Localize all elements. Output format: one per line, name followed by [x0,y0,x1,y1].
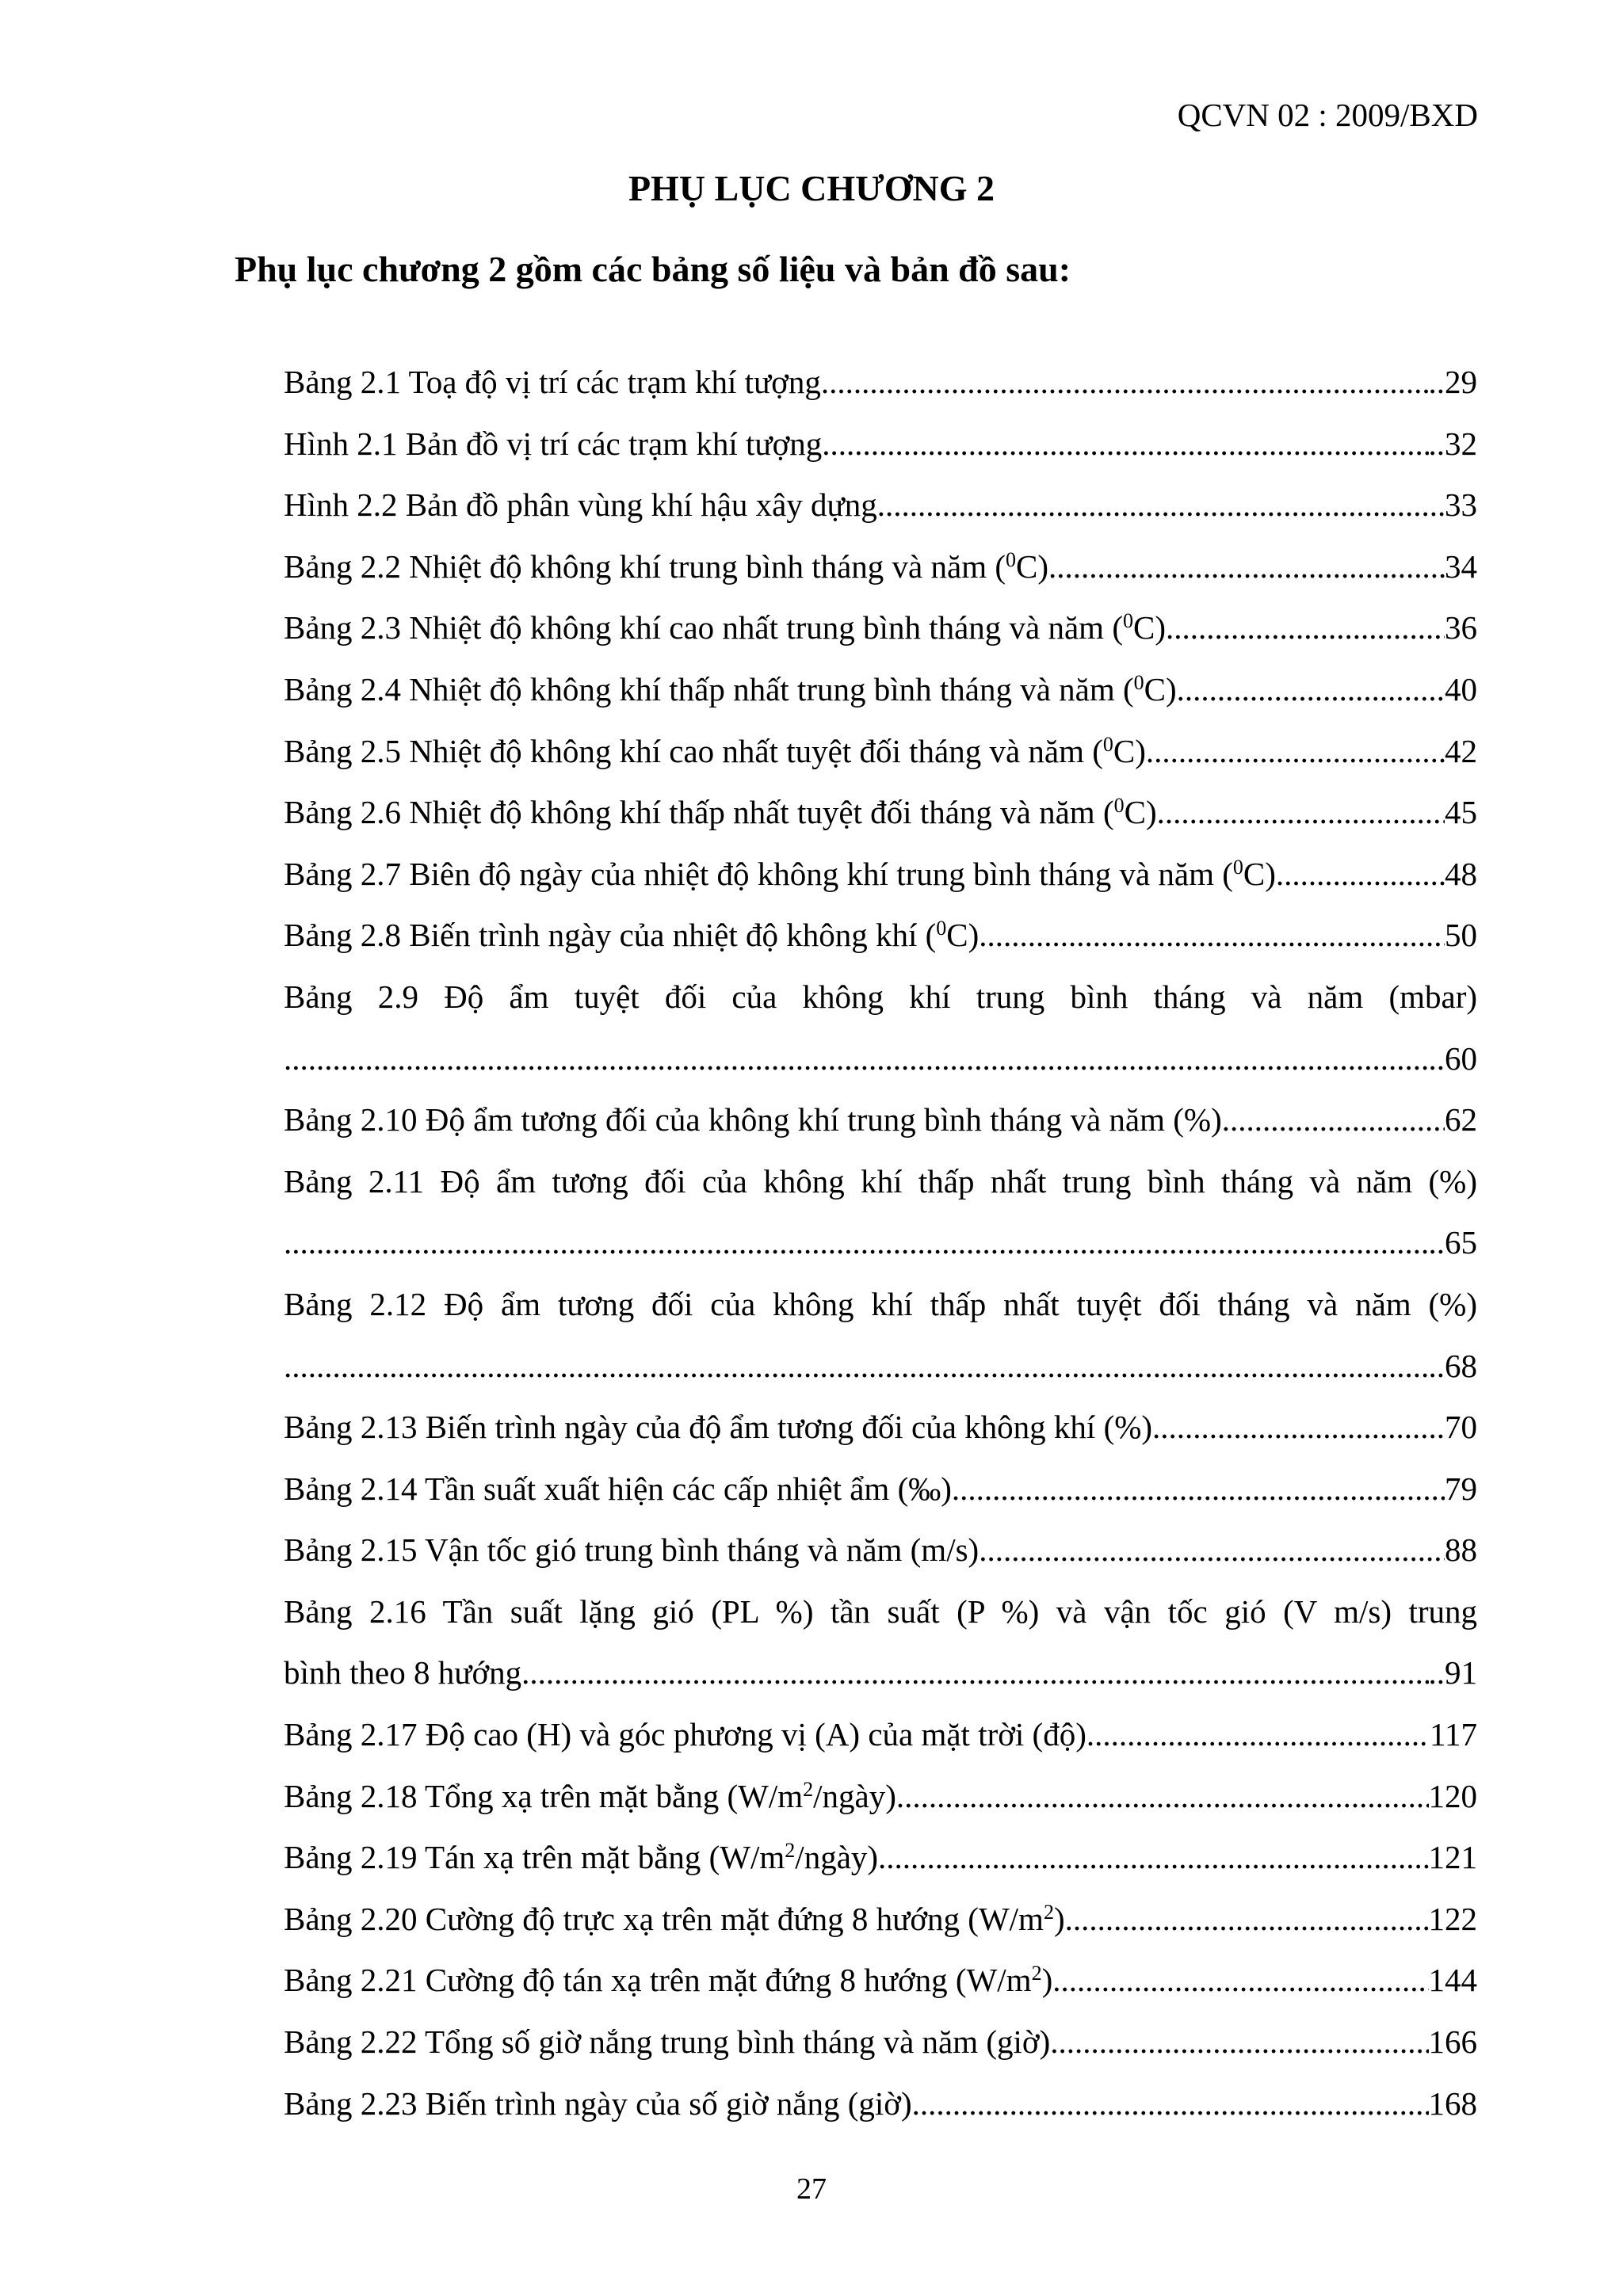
document-code: QCVN 02 : 2009/BXD [1177,97,1478,133]
toc-entry-title: Bảng 2.6 Nhiệt độ không khí thấp nhất tuyệt đối tháng và năm ( [284,794,1114,831]
toc-entry [284,2073,1477,2135]
toc-entry-text [284,1950,1052,2012]
toc-entry [284,1459,1477,1520]
toc-entry-text [284,475,877,536]
toc-page-number: 36 [1445,609,1477,646]
toc-entry-title-suffix: C) [946,917,980,954]
toc-entry [284,721,1477,783]
toc-entry-title: Bảng 2.8 Biến trình ngày của nhiệt độ không khí ( [284,917,937,954]
toc-page-number: ..32 [1428,425,1477,462]
toc-leader-dots [1086,1704,1430,1766]
intro-heading: Phụ lục chương 2 gồm các bảng số liệu và bản đồ sau: [235,249,1071,289]
toc-entry [284,844,1477,906]
toc-entry-line2 [284,1642,1477,1704]
toc-entry-text [284,1520,979,1581]
toc-leader-dots [521,1642,1428,1704]
toc-entry-title: Bảng 2.14 Tần suất xuất hiện các cấp nhiệt ẩm (‰) [284,1470,952,1507]
toc-leader-dots [1152,1397,1445,1459]
toc-entry-title: Bảng 2.17 Độ cao (H) và góc phương vị (A) của mặt trời (độ) [284,1716,1086,1753]
toc-leader-dots [1276,844,1445,906]
toc-entry [284,475,1477,536]
toc-entry-text [284,1459,952,1520]
toc-entry-title: Bảng 2.22 Tổng số giờ nắng trung bình tháng và năm (giờ) [284,2023,1051,2061]
toc-entry [284,1889,1477,1951]
toc-page-number: 144 [1428,1962,1477,1999]
toc-entry-title: Bảng 2.12 Độ ẩm tương đối của không khí thấp nhất tuyệt đối tháng và năm (%) [284,1285,1477,1322]
toc-entry-title: Bảng 2.11 Độ ẩm tương đối của không khí thấp nhất trung bình tháng và năm (%) [284,1162,1477,1199]
toc-entry [284,1397,1477,1459]
toc-entry [284,1704,1477,1766]
toc-entry [284,967,1477,1089]
toc-entry-text [284,1704,1086,1766]
toc-entry-title-suffix: C) [1144,670,1177,707]
toc-entry-title-suffix: ) [1053,1900,1065,1937]
toc-entry-line1 [284,1151,1477,1213]
chapter-title: PHỤ LỤC CHƯƠNG 2 [628,168,995,208]
toc-entry-title: Bảng 2.23 Biến trình ngày của số giờ nắng (giờ) [284,2084,912,2122]
toc-entry [284,1274,1477,1397]
toc-page-number: 33 [1445,486,1477,524]
toc-entry-text [284,1397,1152,1459]
toc-entry [284,414,1477,475]
toc-entry-title: Bảng 2.20 Cường độ trực xạ trên mặt đứng 8 hướng (W/m [284,1900,1044,1937]
toc-entry [284,352,1477,414]
toc-entry [284,1827,1477,1889]
toc-leader-dots [1146,721,1445,783]
toc-entry-line1 [284,1581,1477,1643]
toc-entry-title: Bảng 2.3 Nhiệt độ không khí cao nhất trung bình tháng và năm ( [284,609,1123,646]
toc-entry-text [284,2012,1050,2073]
toc-page-number: 42 [1445,732,1477,769]
toc-entry-title: Bảng 2.15 Vận tốc gió trung bình tháng và năm (m/s) [284,1531,980,1569]
toc-entry-title-suffix: C) [1113,732,1146,769]
toc-page-number: 117 [1430,1716,1477,1753]
toc-leader-dots [1177,659,1445,721]
toc-leader-dots [878,1827,1428,1889]
toc-page-number: 122 [1428,1900,1477,1937]
toc-entry-title-suffix: /ngày) [795,1839,879,1876]
toc-entry [284,1581,1477,1704]
toc-entry-title: Bảng 2.4 Nhiệt độ không khí thấp nhất trung bình tháng và năm ( [284,670,1134,707]
toc-entry-text [284,721,1146,783]
toc-entry-line2 [284,1028,1477,1090]
toc-entry-superscript: 0 [1113,794,1125,818]
toc-page-number: ..60 [1428,1039,1477,1077]
toc-entry-title-suffix: C) [1132,609,1166,646]
toc-entry-text [284,414,822,475]
toc-entry-title: Bảng 2.7 Biên độ ngày của nhiệt độ không khí trung bình tháng và năm ( [284,855,1233,892]
toc-page-number: 70 [1445,1409,1477,1446]
toc-entry-title-suffix: /ngày) [813,1777,896,1814]
toc-entry-title: Bảng 2.13 Biến trình ngày của độ ẩm tương đối của không khí (%) [284,1409,1153,1446]
toc-page-number: 166 [1428,2023,1477,2061]
toc-entry-text [284,1827,878,1889]
toc-entry-title: Hình 2.1 Bản đồ vị trí các trạm khí tượng [284,425,823,462]
toc-leader-dots [1050,2012,1428,2073]
toc-leader-dots [1222,1089,1445,1151]
toc-page-number: 120 [1428,1777,1477,1814]
toc-page-number: 40 [1445,670,1477,707]
toc-entry-title: Bảng 2.2 Nhiệt độ không khí trung bình tháng và năm ( [284,547,1006,585]
toc-leader-dots [1048,536,1445,598]
toc-entry-text [284,1766,896,1828]
toc-entry-superscript: 2 [785,1839,796,1863]
toc-leader-dots [1166,597,1445,659]
toc-leader-dots [912,2073,1429,2135]
toc-entry-superscript: 2 [1031,1962,1042,1985]
toc-entry-line2 [284,1212,1477,1274]
toc-page-number: ..68 [1428,1347,1477,1384]
toc-entry-title: Hình 2.2 Bản đồ phân vùng khí hậu xây dựng [284,486,877,524]
toc-entry-title-continuation: bình theo 8 hướng [284,1654,522,1691]
toc-entry-superscript: 0 [1122,609,1133,633]
toc-page-number: ..65 [1428,1224,1477,1261]
toc-page-number: 121 [1428,1839,1477,1876]
toc-entry-title-suffix: C) [1243,855,1276,892]
toc-entry-title: Bảng 2.18 Tổng xạ trên mặt bằng (W/m [284,1777,804,1814]
toc-entry [284,1089,1477,1151]
toc-entry [284,1151,1477,1274]
toc-entry-superscript: 2 [803,1777,814,1801]
toc-page-number: 79 [1445,1470,1477,1507]
toc-entry-text [284,597,1166,659]
toc-leader-dots [1065,1889,1429,1951]
toc-entry-line2 [284,1336,1477,1398]
toc-page-number: 45 [1445,794,1477,831]
toc-entry-title: Bảng 2.1 Toạ độ vị trí các trạm khí tượng [284,364,821,400]
toc-page-number: 62 [1445,1101,1477,1138]
toc-page-number: 50 [1445,917,1477,954]
toc-entry-superscript: 2 [1043,1900,1054,1924]
toc-leader-dots [1157,782,1445,844]
toc-entry-text [284,905,979,967]
toc-entry [284,659,1477,721]
toc-entry-text [284,844,1276,906]
toc-leader-dots [822,414,1428,475]
toc-entry-superscript: 0 [1133,670,1144,694]
toc-entry [284,1766,1477,1828]
toc-entry-superscript: 0 [1006,547,1016,571]
toc-leader-dots [877,475,1445,536]
toc-entry-line1 [284,967,1477,1028]
toc-entry-title: Bảng 2.5 Nhiệt độ không khí cao nhất tuyệt đối tháng và năm ( [284,732,1103,769]
toc-entry-superscript: 0 [1102,732,1113,756]
toc-entry-text [284,2073,912,2135]
toc-leader-dots [284,1336,1429,1398]
toc-page-number: 168 [1428,2084,1477,2122]
toc-entry-text [284,1089,1222,1151]
toc-leader-dots [284,1028,1429,1090]
toc-entry-title: Bảng 2.10 Độ ẩm tương đối của không khí trung bình tháng và năm (%) [284,1101,1222,1138]
toc-leader-dots [821,352,1429,414]
toc-leader-dots [979,905,1445,967]
toc-leader-dots [952,1459,1445,1520]
toc-entry-title: Bảng 2.16 Tần suất lặng gió (PL %) tần suất (P %) và vận tốc gió (V m/s) trung [284,1592,1477,1630]
toc-page-number: 34 [1445,547,1477,585]
toc-entry [284,782,1477,844]
toc-entry-title-suffix: ) [1041,1962,1053,1999]
toc-entry [284,1950,1477,2012]
toc-entry-title: Bảng 2.9 Độ ẩm tuyệt đối của không khí trung bình tháng và năm (mbar) [284,978,1477,1015]
toc-leader-dots [896,1766,1429,1828]
toc-page-number: ..91 [1428,1654,1477,1691]
toc-entry [284,905,1477,967]
toc-entry-title: Bảng 2.21 Cường độ tán xạ trên mặt đứng 8 hướng (W/m [284,1962,1032,1999]
toc-page-number: ..29 [1428,364,1477,400]
toc-entry-line1 [284,1274,1477,1336]
toc-page-number: 88 [1445,1531,1477,1569]
toc-entry [284,1520,1477,1581]
toc-leader-dots [1052,1950,1428,2012]
page-number: 27 [796,2172,827,2206]
toc-entry-superscript: 0 [936,917,947,940]
toc-entry-title-suffix: C) [1124,794,1157,831]
toc-entry-text [284,352,821,414]
toc-entry-title: Bảng 2.19 Tán xạ trên mặt bằng (W/m [284,1839,785,1876]
table-of-contents [284,352,1477,2134]
toc-entry-text [284,659,1177,721]
toc-entry-superscript: 0 [1232,855,1243,879]
toc-page-number: 48 [1445,855,1477,892]
toc-entry-text [284,536,1048,598]
toc-leader-dots [979,1520,1445,1581]
toc-entry-text [284,782,1157,844]
toc-entry-title-suffix: C) [1016,547,1048,585]
toc-entry [284,536,1477,598]
toc-entry-text [284,1889,1065,1951]
toc-entry [284,2012,1477,2073]
toc-entry [284,597,1477,659]
toc-leader-dots [284,1212,1429,1274]
